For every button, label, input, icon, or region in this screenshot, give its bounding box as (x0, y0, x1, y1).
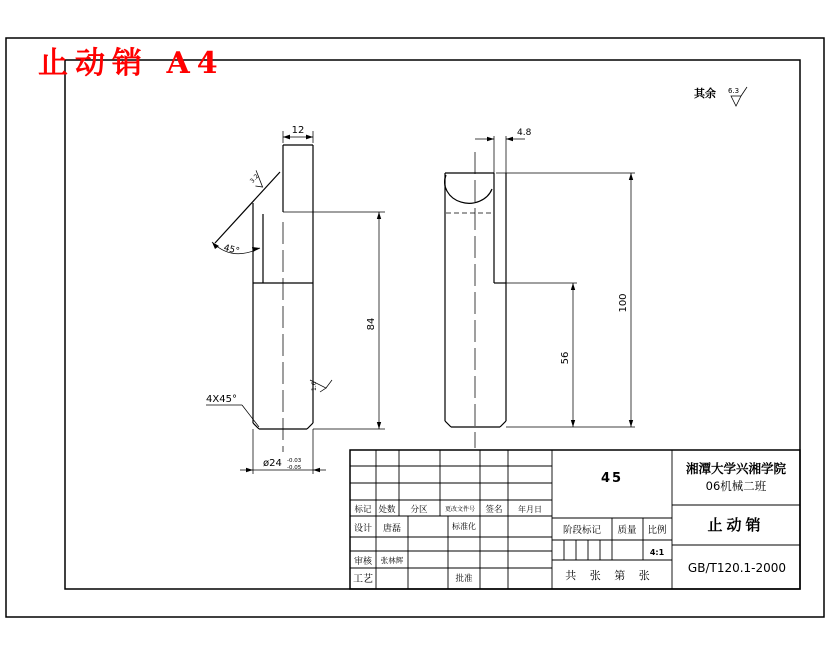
svg-text:12: 12 (291, 125, 305, 136)
approve-label: 批准 (455, 574, 473, 584)
standard-code: GB/T120.1-2000 (687, 561, 787, 575)
header-qianming: 签名 (485, 505, 503, 515)
scale-label: 比例 (647, 525, 667, 536)
dim-body-56 (560, 283, 575, 427)
svg-text:-0.03: -0.03 (287, 458, 302, 464)
revision-grid (350, 450, 552, 589)
svg-text:45°: 45° (222, 243, 241, 257)
part-name: 止动销 (707, 516, 765, 534)
title-block (350, 450, 800, 589)
side-view (445, 128, 635, 448)
header-fenqu: 分区 (410, 505, 428, 515)
page-title: 止动销 A4 (38, 46, 225, 81)
front-view-outline (215, 145, 385, 429)
svg-text:-0.05: -0.05 (287, 465, 302, 471)
inner-frame (65, 60, 800, 589)
svg-text:4X45°: 4X45° (206, 394, 237, 405)
dim-total-100 (618, 173, 633, 427)
roughness-label: 其余 (694, 87, 716, 100)
name-section (672, 461, 800, 575)
header-change-file-no: 更改文件号 (444, 506, 476, 513)
audit-label: 审核 (353, 557, 373, 567)
front-view-extension-lines (253, 131, 385, 474)
svg-text:ø24: ø24 (263, 458, 282, 469)
stage-mark-label: 阶段标记 (562, 525, 602, 536)
process-label: 工艺 (353, 574, 373, 585)
scale-value: 4:1 (649, 548, 665, 557)
general-roughness-note (694, 86, 747, 106)
header-chushu: 处数 (378, 505, 396, 515)
outer-frame (6, 38, 824, 617)
svg-text:3.2: 3.2 (248, 172, 261, 185)
front-view (206, 125, 385, 474)
svg-text:4.8: 4.8 (517, 128, 532, 138)
header-nianyueri: 年月日 (518, 505, 542, 514)
school-name: 湘潭大学兴湘学院 (685, 461, 787, 476)
roughness-chamfer-icon (248, 170, 268, 190)
roughness-side-icon (310, 380, 332, 392)
svg-text:1.6: 1.6 (311, 381, 318, 391)
class-name: 06机械二班 (705, 479, 767, 493)
material-grade: 45 (600, 471, 624, 486)
side-view-extension-lines (494, 136, 635, 427)
auditor-name: 张林辉 (380, 556, 404, 565)
sheet-note: 共 张 第 张 (565, 569, 655, 582)
design-label: 设计 (353, 524, 373, 534)
mass-label: 质量 (617, 525, 637, 536)
dim-width-12 (283, 125, 313, 139)
dim-height-84 (366, 212, 381, 429)
designer-name: 唐磊 (382, 524, 402, 534)
svg-text:84: 84 (366, 317, 377, 331)
header-biaoji: 标记 (354, 505, 372, 515)
stage-scale-section (552, 471, 672, 582)
dim-slot-48 (475, 128, 532, 141)
chamfer-note (206, 394, 259, 427)
svg-text:100: 100 (618, 293, 629, 313)
roughness-value: 6.3 (728, 87, 740, 95)
svg-text:56: 56 (560, 351, 571, 365)
standardization-label: 标准化 (452, 522, 476, 531)
